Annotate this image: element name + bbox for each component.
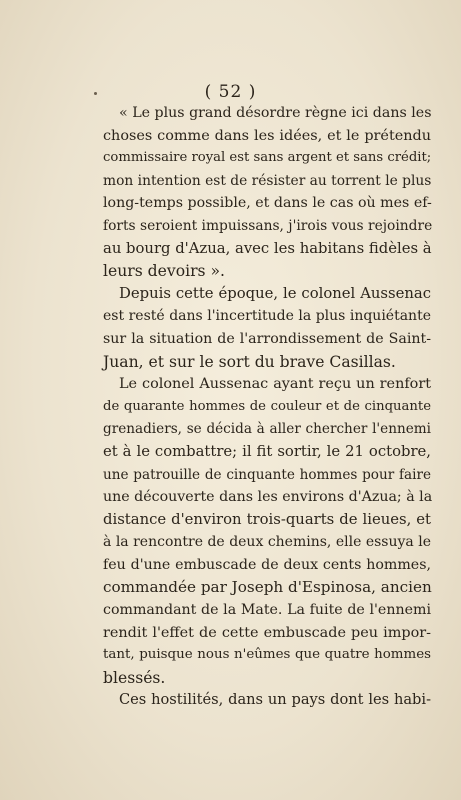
text-line: forts seroient impuissans, j'irois vous rejoindre xyxy=(103,217,433,234)
text-line: blessés. xyxy=(103,668,166,687)
text-line: sur la situation de l'arrondissement de Saint- xyxy=(103,330,431,347)
text-line: leurs devoirs ». xyxy=(103,262,225,281)
text-line: choses comme dans les idées, et le prétendu xyxy=(103,127,431,144)
page-number: ( 52 ) xyxy=(204,82,257,102)
text-line: rendit l'effet de cette embuscade peu impor- xyxy=(103,624,431,641)
text-line: commandée par Joseph d'Espinosa, ancien xyxy=(103,578,432,597)
text-line: est resté dans l'incertitude la plus inquiétante xyxy=(103,308,431,325)
text-line: à la rencontre de deux chemins, elle essuya le xyxy=(103,534,431,551)
text-line: Depuis cette époque, le colonel Aussenac xyxy=(119,284,431,302)
text-line: Juan, et sur le sort du brave Casillas. xyxy=(103,352,396,371)
text-line: « Le plus grand désordre règne ici dans les xyxy=(119,105,432,121)
text-line: commandant de la Mate. La fuite de l'ennemi xyxy=(103,602,431,619)
text-line: Ces hostilités, dans un pays dont les habi- xyxy=(119,691,431,709)
text-line: de quarante hommes de couleur et de cinquante xyxy=(103,398,431,414)
text-line: tant, puisque nous n'eûmes que quatre hommes xyxy=(103,647,431,663)
text-line: au bourg d'Azua, avec les habitans fidèles à xyxy=(103,239,432,257)
text-line: distance d'environ trois-quarts de lieues, et xyxy=(103,510,431,528)
text-line: Le colonel Aussenac ayant reçu un renfort xyxy=(119,376,431,393)
text-line: long-temps possible, et dans le cas où mes ef- xyxy=(103,195,432,212)
text-line: commissaire royal est sans argent et sans crédit; xyxy=(103,150,432,166)
text-line: feu d'une embuscade de deux cents hommes, xyxy=(103,556,431,573)
text-line: une découverte dans les environs d'Azua; à la xyxy=(103,489,433,506)
text-line: grenadiers, se décida à aller chercher l'ennemi xyxy=(103,421,431,438)
text-line: mon intention est de résister au torrent le plus xyxy=(103,172,432,189)
text-line: et à le combattre; il fit sortir, le 21 octobre, xyxy=(103,442,431,460)
text-line: une patrouille de cinquante hommes pour faire xyxy=(103,466,431,483)
body-text xyxy=(103,102,431,712)
